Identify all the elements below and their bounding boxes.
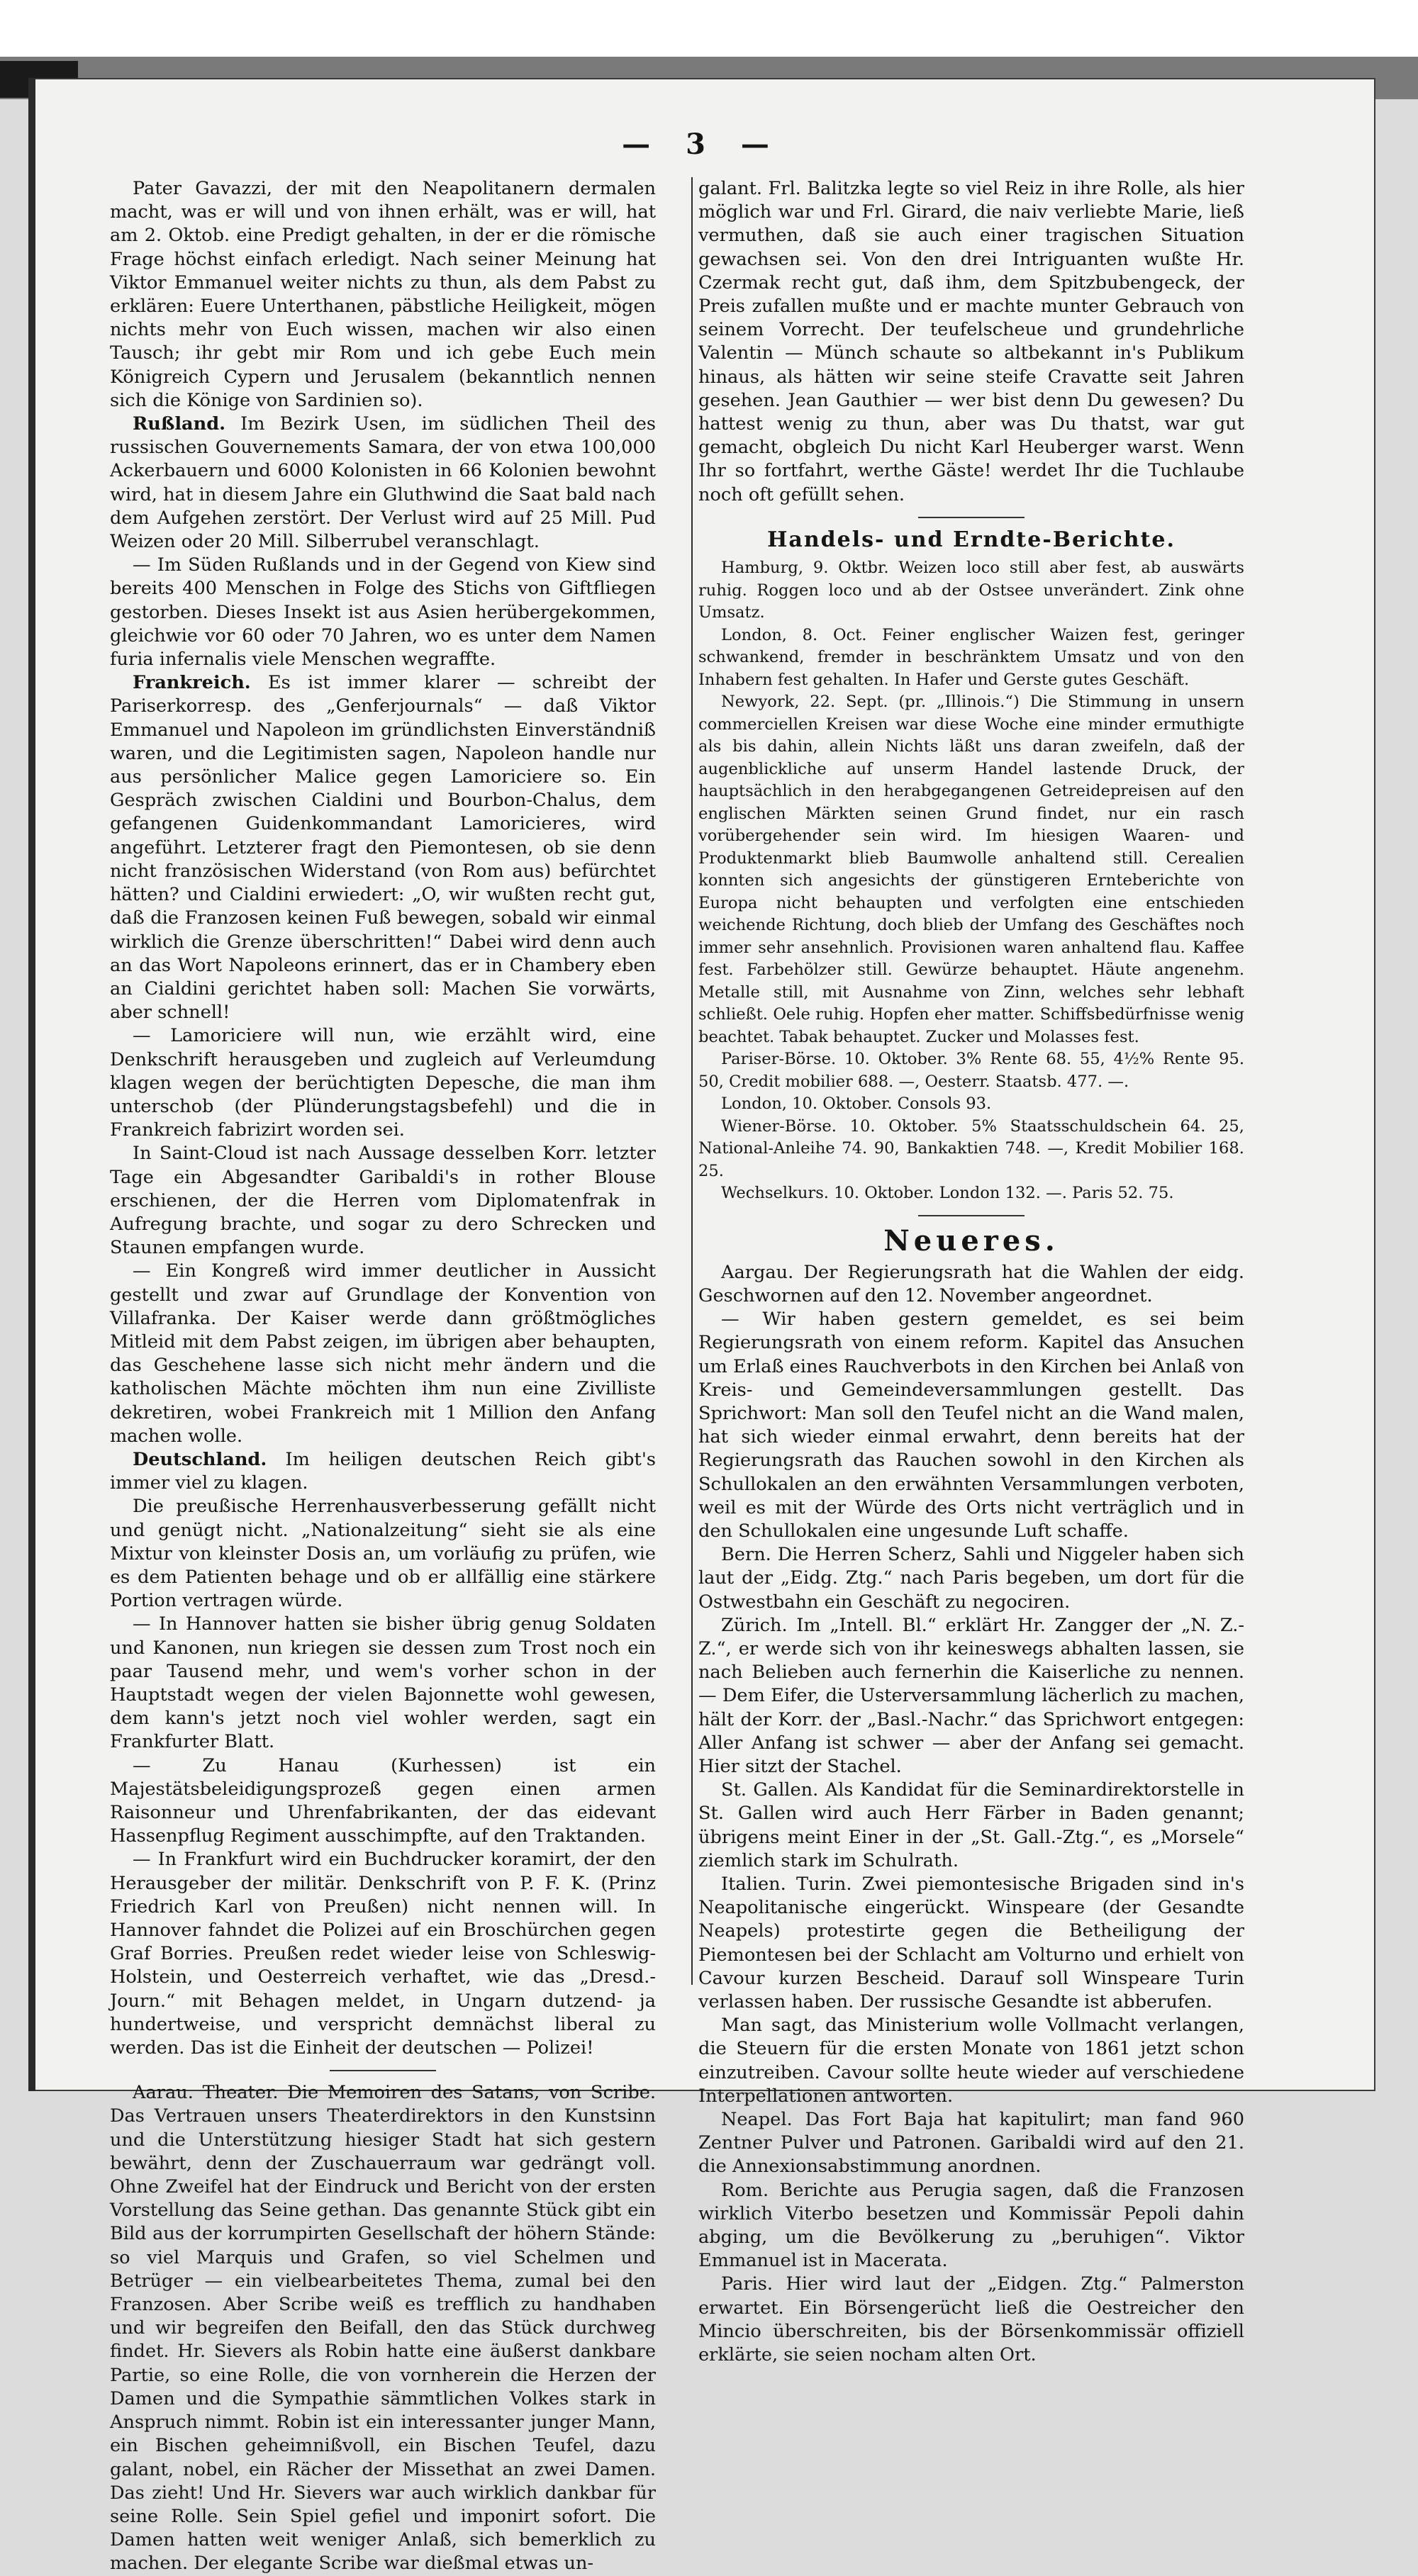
trade-reports xyxy=(698,557,1244,1205)
news-zurich: Zürich. Im „Intell. Bl.“ erklärt Hr. Zangger der „N. Z.-Z.“, er werde sich von ihr keineswegs abhalten lassen, sie nach Belieben auch fernerhin die Kaiserliche zu nennen. — Dem Eifer, die Usterversammlung lächerlich zu machen, hält der Korr. der „Basl.-Nachr.“ das Sprichwort entgegen: Aller Anfang ist schwer — aber der Anfang sei gemacht. Hier sitzt der Stachel. xyxy=(698,1614,1244,1778)
russia-text: Im Bezirk Usen, im südlichen Theil des russischen Gouvernements Samara, der von etwa 100,000 Ackerbauern und 6000 Kolonisten in 66 Kolonien bewohnt wird, hat in diesem Jahre ein Gluthwind die Saat bald nach dem Aufgehen zerstört. Der Verlust wird auf 25 Mill. Pud Weizen oder 20 Mill. Silberrubel veranschlagt. xyxy=(110,413,656,553)
page-spine xyxy=(28,78,35,2091)
bourse-london: London, 10. Oktober. Consols 93. xyxy=(721,1094,992,1114)
news-italy-ministry: Man sagt, das Ministerium wolle Vollmacht verlangen, die Steuern für die ersten Monate von 1861 jetzt schon einzutreiben. Cavour sollte heute wieder auf verschiedene Interpellationen antworten. xyxy=(698,2015,1244,2107)
right-column xyxy=(698,177,1244,2367)
news-aargau-2: — Wir haben gestern gemeldet, es sei beim Regierungsrath von einem reform. Kapitel das Ansuchen um Erlaß eines Rauchverbots in den Kirchen bei Anlaß von Kreis- und Gemeindeversammlungen gestellt. Das Sprichwort: Man soll den Teufel nicht an die Wand malen, hat sich wieder einmal erwahrt, denn bereits hat der Regierungsrath das Rauchen sowohl in den Kirchen als Schullokalen an den erwähnten Versammlungen verboten, weil es mit der Würde des Orts nicht verträglich und in den Schullokalen eine ungesunde Luft schaffe. xyxy=(698,1309,1244,1542)
trade-reports-title: Handels- und Erndte-Berichte. xyxy=(767,527,1176,552)
separator-rule xyxy=(918,517,1025,518)
germany-text: Im heiligen deutschen Reich gibt's immer viel zu klagen. xyxy=(110,1448,656,1494)
exchange-rates: Wechselkurs. 10. Oktober. London 132. —. Paris 52. 75. xyxy=(721,1184,1174,1203)
page-number: — 3 — xyxy=(622,128,782,161)
germany-paragraph-5: — In Frankfurt wird ein Buchdrucker koramirt, der den Herausgeber der militär. Denkschrift von P. F. K. (Prinz Friedrich Karl von Preußen) nicht nennen will. In Hannover fahndet die Polizei auf ein Broschürchen gegen Graf Borries. Preußen redet wieder leise von Schleswig-Holstein, und Oesterreich verhaftet, wie das „Dresd.-Journ.“ mit Behagen meldet, in Ungarn dutzend- ja hundertweise, und verspricht demnächst liberal zu werden. Das ist die Einheit der deutschen — Polizei! xyxy=(110,1849,656,2059)
report-newyork: Newyork, 22. Sept. (pr. „Illinois.“) Die Stimmung in unsern commerciellen Kreisen war diese Woche eine minder ermuthigte als bis dahin, allein Nichts läßt uns daran zweifeln, daß der augenblickliche auf unserm Handel lastende Druck, der hauptsächlich in den herabgegangenen Getreidepreisen auf den englischen Märkten seinen Grund findet, nur ein rasch vorübergehender sein wird. Im hiesigen Waaren- und Produktenmarkt blieb Baumwolle anhaltend still. Cerealien konnten sich angesichts der günstigeren Ernteberichte von Europa nicht behaupten und verfolgten eine entschieden weichende Richtung, doch blieb der Umfang des Geschäftes noch immer sehr ansehnlich. Provisionen waren anhaltend flau. Kaffee fest. Farbehölzer still. Gewürze behauptet. Häute angenehm. Metalle still, mit Ausnahme von Zinn, welches sehr lebhaft schließt. Oele ruhig. Hopfen eher matter. Schiffsbedürfnisse wenig beachtet. Tabak behauptet. Zucker und Molasses fest. xyxy=(698,693,1244,1046)
news-title: Neueres. xyxy=(883,1223,1059,1258)
news-rome: Rom. Berichte aus Perugia sagen, daß die Franzosen wirklich Viterbo besetzen und Kommissär Pepoli dahin abging, um die Bevölkerung zu „beruhigen“. Viktor Emmanuel ist in Macerata. xyxy=(698,2179,1244,2272)
news-naples: Neapel. Das Fort Baja hat kapitulirt; man fand 960 Zentner Pulver und Patronen. Garibaldi wird auf den 21. die Annexionsabstimmung anordnen. xyxy=(698,2109,1244,2178)
report-hamburg: Hamburg, 9. Oktbr. Weizen loco still aber fest, ab auswärts ruhig. Roggen loco und ab der Ostsee unverändert. Zink ohne Umsatz. xyxy=(698,559,1244,622)
gavazzi-paragraph: Pater Gavazzi, der mit den Neapolitanern dermalen macht, was er will und von ihnen erhält, was er will, hat am 2. Oktob. eine Predigt gehalten, in der er die römische Frage höchst einfach erledigt. Nach seiner Meinung hat Viktor Emmanuel weiter nichts zu thun, als dem Pabst zu erklären: Euere Unterthanen, päbstliche Heiligkeit, mögen nichts mehr von Euch wissen, machen wir also einen Tausch; ihr gebt mir Rom und ich gebe Euch mein Königreich Cypern und Jerusalem (bekanntlich nennen sich die Könige von Sardinien so). xyxy=(110,178,656,411)
separator-rule xyxy=(918,1215,1025,1216)
france-paragraph xyxy=(110,671,656,1024)
theater-paragraph: Aarau. Theater. Die Memoiren des Satans, von Scribe. Das Vertrauen unsers Theaterdirektors in den Kunstsinn und die Unterstützung hiesiger Stadt hat sich gestern bewährt, denn der Zuschauerraum war gedrängt voll. Ohne Zweifel hat der Eindruck und Bericht von der ersten Vorstellung das Seine gethan. Das genannte Stück gibt ein Bild aus der korrumpirten Gesellschaft der höhern Stände: so viel Marquis und Grafen, so viel Schelmen und Betrüger — ein vielbearbeitetes Thema, zumal bei den Franzosen. Aber Scribe weiß es trefflich zu handhaben und wir begreifen den Beifall, den das Stück durchweg findet. Hr. Sievers als Robin hatte eine äußerst dankbare Partie, so eine Rolle, die von vornherein die Herzen der Damen und die Sympathie sämmtlichen Volkes stark in Anspruch nimmt. Robin ist ein interessanter junger Mann, ein Bischen geheimnißvoll, ein Bischen Teufel, dazu galant, nobel, ein Rächer der Missethat an zwei Damen. Das zieht! Und Hr. Sievers war auch wirklich dankbar für seine Rolle. Sein Spiel gefiel und imponirt sofort. Die Damen hatten weit weniger Anlaß, sich bemerklich zu machen. Der elegante Scribe war dießmal etwas un- xyxy=(110,2082,656,2575)
germany-paragraph-3: — In Hannover hatten sie bisher übrig genug Soldaten und Kanonen, nun kriegen sie dessen zum Trost noch ein paar Tausend mehr, und wem's vorher schon in der Hauptstadt wegen der vielen Bajonnette wohl gewesen, dem kann's jetzt noch viel wohler werden, sagt ein Frankfurter Blatt. xyxy=(110,1613,656,1753)
germany-paragraph-4: — Zu Hanau (Kurhessen) ist ein Majestätsbeleidigungsprozeß gegen einen armen Raisonneur und Uhrenfabrikanten, der das eidevant Hassenpflug Regiment ausschimpfte, auf den Traktanden. xyxy=(110,1754,656,1847)
news-st-gallen: St. Gallen. Als Kandidat für die Seminardirektorstelle in St. Gallen wird auch Herr Färber in Baden genannt; übrigens meint Einer in der „St. Gall.-Ztg.“, es „Morsele“ ziemlich stark im Schulrath. xyxy=(698,1779,1244,1871)
bourse-paris: Pariser-Börse. 10. Oktober. 3% Rente 68. 55, 4½% Rente 95. 50, Credit mobilier 688. —, Oesterr. Staatsb. 477. —. xyxy=(698,1050,1244,1091)
newspaper-page xyxy=(28,78,1375,2575)
france-text: Es ist immer klarer — schreibt der Pariserkorresp. des „Genferjournals“ — daß Viktor Emmanuel und Napoleon im gründlichsten Einverständniß waren, und die Legitimisten sagen, Napoleon handle nur aus persönlicher Malice gegen Lamoriciere so. Ein Gespräch zwischen Cialdini und Bourbon-Chalus, dem gefangenen Guidenkommandant Lamoricieres, wird angeführt. Letzterer fragt den Piemontesen, ob sie denn nicht französischen Widerstand (von Rom aus) befürchtet hätten? und Cialdini erwiedert: „O, wir wußten recht gut, daß die Franzosen keinen Fuß bewegen, sobald wir einmal wirklich die Grenze überschritten!“ Dabei wird denn auch an das Wort Napoleons erinnert, das er in Chambery eben an Cialdini gerichtet haben soll: Machen Sie vorwärts, aber schnell! xyxy=(110,672,656,1024)
france-heading: Frankreich. xyxy=(133,672,251,694)
report-london: London, 8. Oct. Feiner englischer Waizen fest, geringer schwankend, fremder in beschränktem Umsatz und von den Inhabern fest gehalten. In Hafer und Gerste gutes Geschäft. xyxy=(698,625,1244,689)
germany-paragraph-2: Die preußische Herrenhausverbesserung gefällt nicht und genügt nicht. „Nationalzeitung“ sieht sie als eine Mixtur von kleinster Dosis an, um vorläufig zu prüfen, wie es dem Patienten behage und ob er allfällig eine stärkere Portion vertragen würde. xyxy=(110,1496,656,1612)
theater-continuation: galant. Frl. Balitzka legte so viel Reiz in ihre Rolle, als hier möglich war und Frl. Girard, die naiv verliebte Marie, ließ vermuthen, daß sie auch einer tragischen Situation gewachsen sei. Von den drei Intriguanten wußte Hr. Czermak recht gut, daß ihm, dem Spitzbubengeck, der Preis zufallen mußte und er machte munter Gebrauch von seinem Vorrecht. Der teufelscheue und grundehrliche Valentin — Münch schaute so altbekannt in's Publikum hinaus, als hätten wir seine steife Cravatte seit Jahren gesehen. Jean Gauthier — wer bist denn Du gewesen? Du hattest wenig zu thun, aber was Du thatst, war gut gemacht, obgleich Du nicht Karl Heuberger warst. Wenn Ihr so fortfahrt, werthe Gäste! werdet Ihr die Tuchlaube noch oft gefüllt sehen. xyxy=(698,178,1244,505)
russia-heading: Rußland. xyxy=(133,413,226,435)
france-paragraph-3: In Saint-Cloud ist nach Aussage desselben Korr. letzter Tage ein Abgesandter Garibaldi's in rother Blouse erschienen, der die Herren vom Diplomatenfrak in Aufregung brachte, und sogar zu dero Schrecken und Staunen empfangen wurde. xyxy=(110,1143,656,1259)
left-column xyxy=(110,177,656,2576)
column-rule xyxy=(691,177,693,1985)
news-aargau: Aargau. Der Regierungsrath hat die Wahlen der eidg. Geschwornen auf den 12. November angeordnet. xyxy=(698,1261,1244,1306)
news-bern: Bern. Die Herren Scherz, Sahli und Niggeler haben sich laut der „Eidg. Ztg.“ nach Paris begeben, um dort für die Ostwestbahn ein Geschäft zu negociren. xyxy=(698,1544,1244,1613)
france-paragraph-2: — Lamoriciere will nun, wie erzählt wird, eine Denkschrift herausgeben und zugleich auf Verleumdung klagen wegen der berüchtigten Depesche, die man ihm unterschob (der Plünderungstagsbefehl) und die in Frankreich fabrizirt worden sei. xyxy=(110,1025,656,1141)
germany-heading: Deutschland. xyxy=(133,1448,267,1470)
news-italy-turin: Italien. Turin. Zwei piemontesische Brigaden sind in's Neapolitanische eingerückt. Winspeare (der Gesandte Neapels) protestirte gegen die Betheiligung der Piemontesen bei der Schlacht am Volturno und erhielt von Cavour kurzen Bescheid. Darauf soll Winspeare Turin verlassen haben. Der russische Gesandte ist abberufen. xyxy=(698,1874,1244,2013)
separator-rule xyxy=(330,2070,436,2071)
russia-paragraph xyxy=(110,413,656,554)
bourse-wien: Wiener-Börse. 10. Oktober. 5% Staatsschuldschein 64. 25, National-Anleihe 74. 90, Bankaktien 748. —, Kredit Mobilier 168. 25. xyxy=(698,1116,1244,1180)
france-paragraph-4: — Ein Kongreß wird immer deutlicher in Aussicht gestellt und zwar auf Grundlage der Konvention von Villafranka. Der Kaiser werde dann größtmögliches Mitleid mit dem Pabst zeigen, im übrigen aber behaupten, das Geschehene lasse sich nicht mehr ändern und die katholischen Mächte möchten ihm nun eine Zivilliste dekretiren, wobei Frankreich mit 1 Million den Anfang machen wolle. xyxy=(110,1260,656,1447)
news-paris: Paris. Hier wird laut der „Eidgen. Ztg.“ Palmerston erwartet. Ein Börsengerücht ließ die Oestreicher den Mincio überschreiten, bis der Börsenkommissär offiziell erklärte, sie seien nocham alten Ort. xyxy=(698,2273,1244,2366)
top-margin xyxy=(0,0,1418,57)
germany-paragraph xyxy=(110,1448,656,1495)
russia-paragraph-2: — Im Süden Rußlands und in der Gegend von Kiew sind bereits 400 Menschen in Folge des Stichs von Giftfliegen gestorben. Dieses Insekt ist aus Asien herübergekommen, gleichwie vor 60 oder 70 Jahren, wo es unter dem Namen furia infernalis viele Menschen wegraffte. xyxy=(110,554,656,671)
